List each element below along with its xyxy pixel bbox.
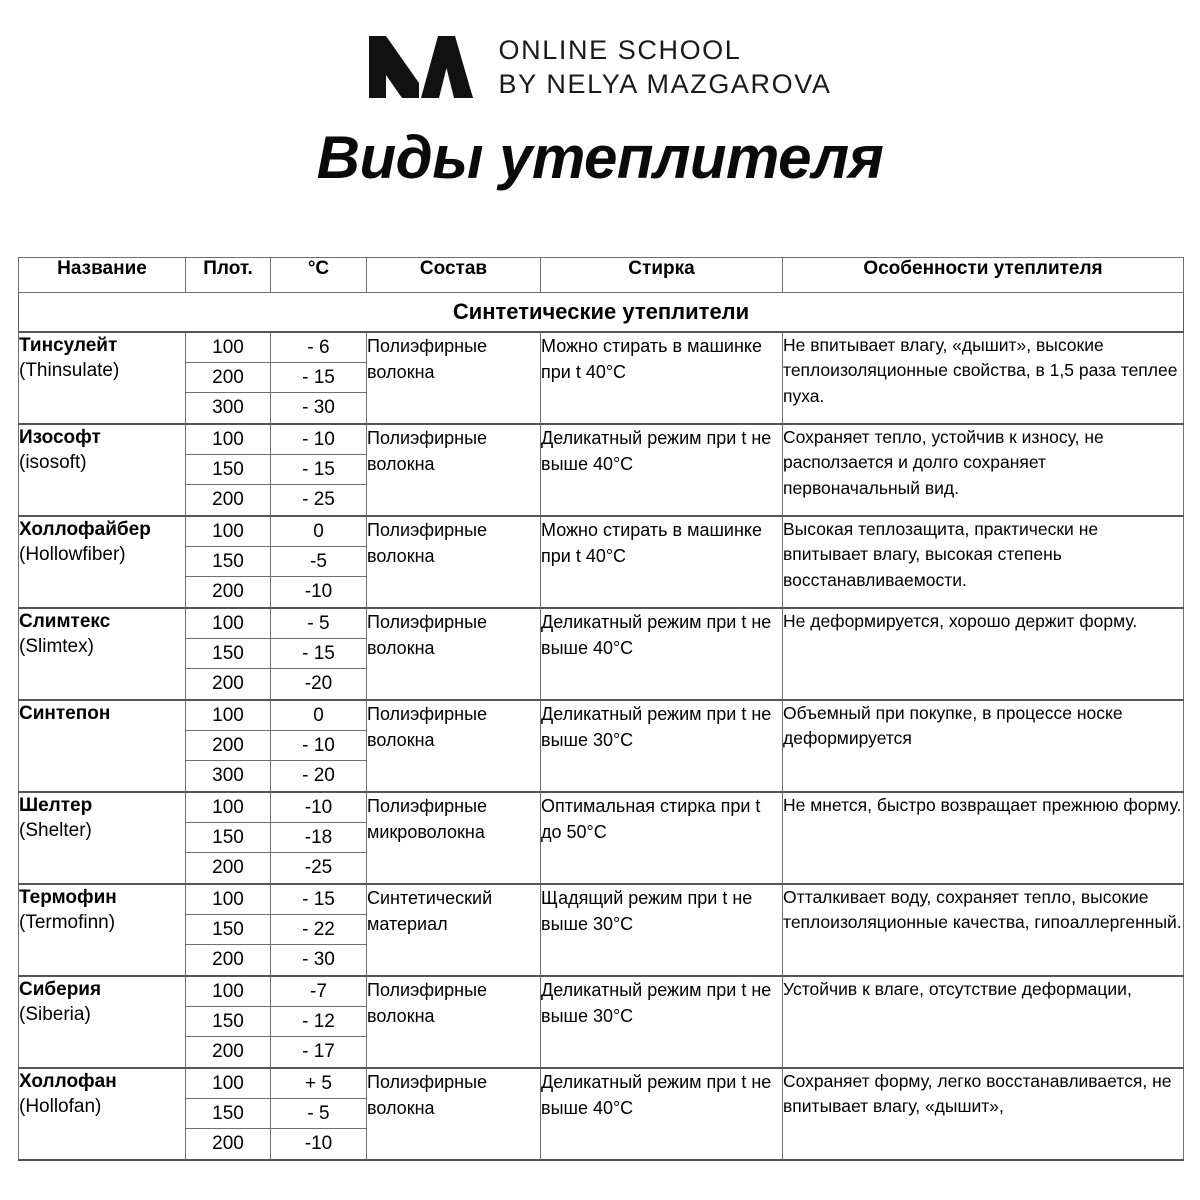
density-value: 150 [186, 547, 270, 577]
cell-composition: Полиэфирные волокна [367, 700, 541, 792]
cell-features: Отталкивает воду, сохраняет тепло, высокие теплоизоляционные качества, гипоаллергенный. [783, 884, 1184, 976]
cell-density-stack [186, 793, 270, 883]
cell-temperature-stack [271, 425, 366, 515]
density-value: 100 [186, 701, 270, 731]
cell-density-stack [186, 609, 270, 699]
temperature-value: - 30 [302, 397, 335, 418]
material-name-en: (Hollowfiber) [19, 544, 126, 566]
density-value: 100 [186, 517, 270, 547]
column-header-features: Особенности утеплителя [783, 258, 1184, 293]
table-row [19, 424, 1184, 516]
temperature-value: - 20 [302, 765, 335, 786]
cell-temperature-stack [271, 333, 366, 423]
table-head [19, 258, 1184, 293]
cell-density [186, 792, 271, 884]
material-name-ru: Слимтекс [19, 611, 111, 632]
cell-composition: Синтетический материал [367, 884, 541, 976]
cell-temperature [271, 516, 367, 608]
brand-line-1: ONLINE SCHOOL [498, 34, 742, 65]
cell-material-name [19, 424, 186, 516]
cell-composition: Полиэфирные микроволокна [367, 792, 541, 884]
cell-density-stack [186, 885, 270, 975]
material-name-ru: Термофин [19, 887, 117, 908]
cell-density [186, 516, 271, 608]
cell-features: Сохраняет форму, легко восстанавливается, не впитывает влагу, «дышит», [783, 1068, 1184, 1160]
page-title: Виды утеплителя [316, 124, 884, 191]
table-row [19, 976, 1184, 1068]
density-value: 150 [186, 639, 270, 669]
material-name-ru: Изософт [19, 427, 101, 448]
density-value: 200 [186, 363, 270, 393]
material-name-en: (Thinsulate) [19, 360, 120, 382]
cell-temperature [271, 884, 367, 976]
cell-density [186, 424, 271, 516]
temperature-value: - 15 [271, 455, 366, 485]
density-value: 200 [212, 1133, 244, 1154]
column-header-name: Название [19, 258, 186, 293]
cell-wash: Деликатный режим при t не выше 30°C [541, 700, 783, 792]
temperature-value: 0 [271, 517, 366, 547]
density-value: 200 [212, 1041, 244, 1062]
table-row [19, 1068, 1184, 1160]
material-name-ru: Тинсулейт [19, 335, 118, 356]
column-header-temperature: °C [271, 258, 367, 293]
temperature-value: - 25 [302, 489, 335, 510]
cell-density-stack [186, 333, 270, 423]
cell-features: Высокая теплозащита, практически не впитывает влагу, высокая степень восстанавливаемости. [783, 516, 1184, 608]
density-value: 200 [212, 673, 244, 694]
brand-line-2: BY NELYA MAZGAROVA [498, 68, 832, 99]
material-name-en: (Termofinn) [19, 912, 116, 934]
cell-composition: Полиэфирные волокна [367, 976, 541, 1068]
temperature-value: -10 [304, 581, 333, 602]
cell-wash: Можно стирать в машинке при t 40°C [541, 332, 783, 424]
material-name-ru: Сиберия [19, 979, 102, 1000]
cell-wash: Оптимальная стирка при t до 50°C [541, 792, 783, 884]
brand-text [498, 34, 832, 99]
density-value: 100 [186, 333, 270, 363]
density-value: 300 [212, 397, 244, 418]
table-row [19, 884, 1184, 976]
cell-density-stack [186, 701, 270, 791]
material-name-en: (Siberia) [19, 1004, 91, 1026]
insulation-table [18, 257, 1184, 1161]
temperature-value: - 15 [271, 639, 366, 669]
cell-temperature-stack [271, 977, 366, 1067]
cell-wash: Деликатный режим при t не выше 40°C [541, 424, 783, 516]
material-name-en: (Shelter) [19, 820, 92, 842]
temperature-value: - 6 [271, 333, 366, 363]
cell-wash: Деликатный режим при t не выше 40°C [541, 608, 783, 700]
temperature-value: 0 [271, 701, 366, 731]
cell-material-name [19, 332, 186, 424]
cell-density-stack [186, 1069, 270, 1159]
material-name-ru: Холлофан [19, 1071, 117, 1092]
cell-features: Не деформируется, хорошо держит форму. [783, 608, 1184, 700]
cell-density [186, 1068, 271, 1160]
cell-temperature [271, 792, 367, 884]
material-name-ru: Холлофайбер [19, 519, 151, 540]
cell-density [186, 700, 271, 792]
cell-composition: Полиэфирные волокна [367, 608, 541, 700]
cell-temperature [271, 700, 367, 792]
density-value: 150 [186, 1007, 270, 1037]
cell-density-stack [186, 977, 270, 1067]
temperature-value: - 5 [271, 1099, 366, 1129]
temperature-value: + 5 [271, 1069, 366, 1099]
temperature-value: - 15 [271, 363, 366, 393]
cell-density [186, 884, 271, 976]
cell-wash: Щадящий режим при t не выше 30°C [541, 884, 783, 976]
temperature-value: - 22 [271, 915, 366, 945]
cell-temperature-stack [271, 609, 366, 699]
table-row [19, 700, 1184, 792]
temperature-value: - 12 [271, 1007, 366, 1037]
density-value: 200 [212, 857, 244, 878]
cell-temperature-stack [271, 885, 366, 975]
cell-features: Не мнется, быстро возвращает прежнюю форму. [783, 792, 1184, 884]
cell-features: Не впитывает влагу, «дышит», высокие теплоизоляционные свойства, в 1,5 раза теплее пуха. [783, 332, 1184, 424]
density-value: 200 [212, 949, 244, 970]
temperature-value: -7 [271, 977, 366, 1007]
density-value: 100 [186, 425, 270, 455]
cell-temperature [271, 424, 367, 516]
section-header-row [19, 293, 1184, 333]
cell-density [186, 976, 271, 1068]
table-row [19, 516, 1184, 608]
cell-temperature-stack [271, 1069, 366, 1159]
density-value: 100 [186, 977, 270, 1007]
cell-composition: Полиэфирные волокна [367, 424, 541, 516]
temperature-value: - 15 [271, 885, 366, 915]
cell-density [186, 332, 271, 424]
table-body [19, 293, 1184, 1161]
na-monogram-logo-icon [369, 36, 473, 98]
cell-material-name [19, 700, 186, 792]
cell-temperature [271, 1068, 367, 1160]
cell-density [186, 608, 271, 700]
cell-composition: Полиэфирные волокна [367, 516, 541, 608]
temperature-value: - 10 [271, 425, 366, 455]
column-header-wash: Стирка [541, 258, 783, 293]
column-header-composition: Состав [367, 258, 541, 293]
temperature-value: - 10 [271, 731, 366, 761]
temperature-value: -10 [304, 1133, 333, 1154]
density-value: 150 [186, 1099, 270, 1129]
insulation-table-wrapper [18, 257, 1183, 1161]
temperature-value: - 5 [271, 609, 366, 639]
temperature-value: -5 [271, 547, 366, 577]
cell-wash: Можно стирать в машинке при t 40°C [541, 516, 783, 608]
temperature-value: - 17 [302, 1041, 335, 1062]
cell-temperature-stack [271, 517, 366, 607]
cell-composition: Полиэфирные волокна [367, 1068, 541, 1160]
column-header-density: Плот. [186, 258, 271, 293]
cell-material-name [19, 976, 186, 1068]
cell-temperature-stack [271, 701, 366, 791]
density-value: 200 [186, 731, 270, 761]
density-value: 200 [212, 489, 244, 510]
cell-wash: Деликатный режим при t не выше 30°C [541, 976, 783, 1068]
temperature-value: -18 [271, 823, 366, 853]
density-value: 200 [212, 581, 244, 602]
material-name-en: (isosoft) [19, 452, 87, 474]
density-value: 300 [212, 765, 244, 786]
temperature-value: -20 [304, 673, 333, 694]
table-row [19, 332, 1184, 424]
cell-material-name [19, 608, 186, 700]
temperature-value: - 30 [302, 949, 335, 970]
cell-temperature-stack [271, 793, 366, 883]
density-value: 150 [186, 823, 270, 853]
cell-temperature [271, 608, 367, 700]
temperature-value: -10 [271, 793, 366, 823]
density-value: 100 [186, 609, 270, 639]
material-name-ru: Шелтер [19, 795, 93, 816]
material-name-en: (Slimtex) [19, 636, 94, 658]
density-value: 100 [186, 885, 270, 915]
header-row [19, 258, 1184, 293]
density-value: 150 [186, 455, 270, 485]
cell-material-name [19, 516, 186, 608]
density-value: 100 [186, 1069, 270, 1099]
cell-density-stack [186, 517, 270, 607]
cell-features: Устойчив к влаге, отсутствие деформации, [783, 976, 1184, 1068]
cell-features: Объемный при покупке, в процессе носке деформируется [783, 700, 1184, 792]
temperature-value: -25 [304, 857, 333, 878]
cell-density-stack [186, 425, 270, 515]
cell-temperature [271, 332, 367, 424]
brand-header [0, 0, 1200, 98]
cell-material-name [19, 792, 186, 884]
table-row [19, 608, 1184, 700]
density-value: 150 [186, 915, 270, 945]
cell-features: Сохраняет тепло, устойчив к износу, не расползается и долго сохраняет первоначальный вид. [783, 424, 1184, 516]
cell-material-name [19, 884, 186, 976]
cell-temperature [271, 976, 367, 1068]
table-row [19, 792, 1184, 884]
density-value: 100 [186, 793, 270, 823]
cell-material-name [19, 1068, 186, 1160]
cell-wash: Деликатный режим при t не выше 40°C [541, 1068, 783, 1160]
cell-composition: Полиэфирные волокна [367, 332, 541, 424]
material-name-en: (Hollofan) [19, 1096, 102, 1118]
material-name-ru: Синтепон [19, 703, 111, 724]
section-title: Синтетические утеплители [19, 293, 1184, 333]
